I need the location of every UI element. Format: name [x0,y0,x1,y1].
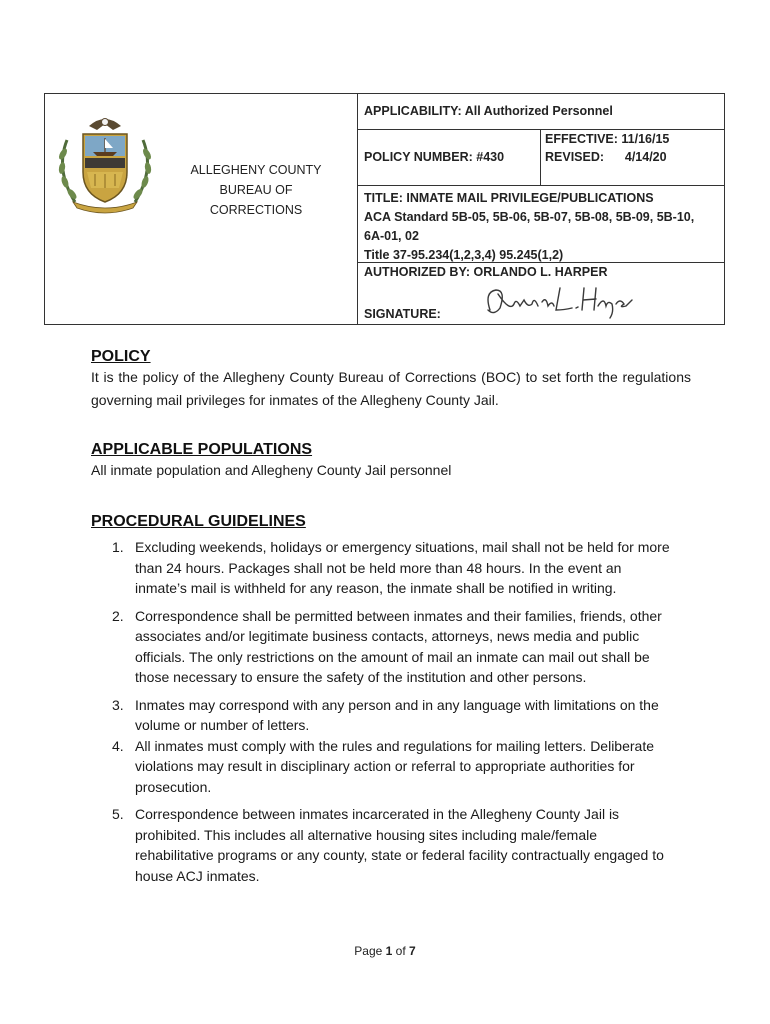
guideline-item [91,804,675,886]
authorized-by: AUTHORIZED BY: ORLANDO L. HARPER [364,265,608,279]
divider [540,129,541,185]
page-current: 1 [385,944,393,958]
guidelines-section [91,513,691,886]
guideline-text: Excluding weekends, holidays or emergency situations, mail shall not be held for more than 24 hours. Packages shall not be held more than 48 hours. In the event an inmate’s mail is withheld for any reason, the inmate shall be notified in writing. [135,539,670,596]
guideline-item [91,695,675,736]
guideline-text: Correspondence shall be permitted between inmates and their families, friends, other associates and/or legitimate business contacts, attorneys, news media and public officials. The only restrictions on the amount of mail an inmate can mail out shall be those necessary to ensure the safety of the institution and other persons. [135,607,662,685]
policy-number: POLICY NUMBER: #430 [364,150,505,164]
guideline-item [91,537,675,599]
populations-text: All inmate population and Allegheny County Jail personnel [91,462,452,478]
policy-section [91,348,691,412]
guideline-text: All inmates must comply with the rules and regulations for mailing letters. Deliberate violations may result in disciplinary action or referral to appropriate authorities for prosecution. [135,737,655,795]
page-total: 7 [409,944,416,958]
page-prefix: Page [354,944,386,958]
county-name [177,160,335,220]
populations-heading: APPLICABLE POPULATIONS [91,441,313,458]
handwritten-signature [480,282,640,322]
divider [357,129,725,130]
applicability: APPLICABILITY: All Authorized Personnel [364,104,613,118]
guideline-number: 5. [112,806,124,822]
guideline-number: 4. [112,737,124,754]
policy-title: TITLE: INMATE MAIL PRIVILEGE/PUBLICATIONS [364,191,654,205]
guideline-number: 1. [112,539,124,555]
header-left-cell [45,94,358,324]
guidelines-list [91,537,691,886]
divider [357,185,725,186]
effective-date: EFFECTIVE: 11/16/15 [545,132,670,146]
county-line-1: ALLEGHENY COUNTY [190,163,322,177]
policy-header-table [44,93,725,325]
statute-reference: Title 37-95.234(1,2,3,4) 95.245(1,2) [364,248,564,262]
page-of: of [392,944,410,958]
policy-title-block [364,189,694,265]
county-line-2: BUREAU OF CORRECTIONS [209,183,303,217]
aca-standards-cont: 6A-01, 02 [364,229,419,243]
policy-heading: POLICY [91,348,151,365]
guideline-text: Inmates may correspond with any person and in any language with limitations on the volume or number of letters. [135,696,659,733]
revised-date: REVISED: 4/14/20 [545,150,667,164]
signature-label: SIGNATURE: [364,307,441,321]
guideline-number: 3. [112,696,124,713]
guidelines-heading: PROCEDURAL GUIDELINES [91,513,306,530]
policy-text: It is the policy of the Allegheny County Bureau of Corrections (BOC) to set forth the regulations governing mail privileges for inmates of the Allegheny County Jail. [91,369,691,408]
guideline-item [91,736,675,798]
populations-section [91,441,691,482]
aca-standards: ACA Standard 5B-05, 5B-06, 5B-07, 5B-08, 5B-09, 5B-10, [364,210,695,224]
guideline-number: 2. [112,607,124,624]
county-seal-logo [53,110,157,214]
guideline-text: Correspondence between inmates incarcerated in the Allegheny County Jail is prohibited. This includes all alternative housing sites including male/female rehabilitative programs or any county, state or federal facility contractually engaged to house ACJ inmates. [135,806,664,884]
page-footer [0,944,770,958]
guideline-item [91,606,675,688]
